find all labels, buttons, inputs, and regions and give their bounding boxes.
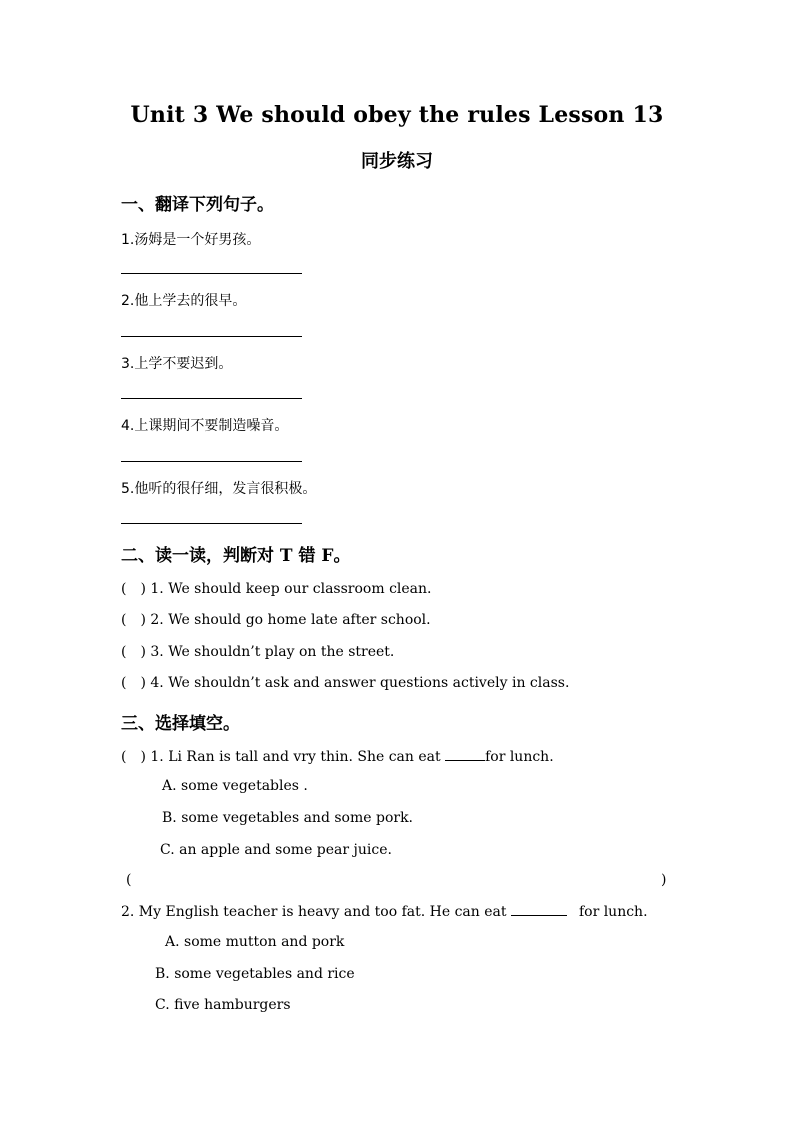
fill-blank — [445, 748, 485, 761]
question-text-before: 2. My English teacher is heavy and too fat. He can eat — [121, 904, 511, 920]
page-subtitle: 同步练习 — [361, 151, 433, 172]
tf-item-text: 3. We shouldn’t play on the street. — [150, 644, 395, 660]
answer-line-5 — [121, 523, 302, 524]
tf-item-4 — [121, 675, 569, 691]
q2-paren-open: ( — [126, 872, 132, 888]
answer-paren-close: ) — [140, 644, 146, 660]
answer-paren-close: ) — [140, 612, 146, 628]
choice-q2-stem — [121, 903, 648, 920]
answer-line-4 — [121, 461, 302, 462]
fill-blank — [511, 903, 567, 916]
answer-paren-close: ) — [140, 749, 146, 765]
answer-paren-close: ) — [140, 581, 146, 597]
translate-item-4: 4.上课期间不要制造噪音。 — [121, 418, 289, 434]
translate-item-2: 2.他上学去的很早。 — [121, 293, 247, 309]
translate-item-5: 5.他听的很仔细，发言很积极。 — [121, 481, 317, 497]
section1-heading: 一、翻译下列句子。 — [121, 195, 274, 215]
page-title: Unit 3 We should obey the rules Lesson 13 — [130, 102, 664, 128]
translate-item-3: 3.上学不要迟到。 — [121, 356, 233, 372]
q2-paren-close: ) — [661, 872, 667, 888]
q1-option-c: C. an apple and some pear juice. — [160, 842, 392, 858]
choice-q1-stem — [121, 748, 554, 765]
answer-paren-open: ( — [121, 644, 127, 660]
section2-heading: 二、读一读，判断对 T 错 F。 — [121, 546, 351, 566]
q1-option-a: A. some vegetables . — [162, 778, 308, 794]
tf-item-1 — [121, 581, 432, 597]
tf-item-text: 2. We should go home late after school. — [150, 612, 431, 628]
tf-item-text: 4. We shouldn’t ask and answer questions actively in class. — [150, 675, 570, 691]
tf-item-2 — [121, 612, 431, 628]
tf-item-text: 1. We should keep our classroom clean. — [150, 581, 432, 597]
question-text-before: 1. Li Ran is tall and vry thin. She can eat — [150, 749, 446, 765]
q2-option-c: C. five hamburgers — [155, 997, 291, 1013]
q2-option-b: B. some vegetables and rice — [155, 966, 355, 982]
question-text-after: for lunch. — [485, 749, 554, 765]
section3-heading: 三、选择填空。 — [121, 714, 240, 734]
answer-line-1 — [121, 273, 302, 274]
answer-line-2 — [121, 336, 302, 337]
q2-option-a: A. some mutton and pork — [165, 934, 345, 950]
answer-paren-close: ) — [140, 675, 146, 691]
answer-paren-open: ( — [121, 749, 127, 765]
answer-line-3 — [121, 398, 302, 399]
tf-item-3 — [121, 644, 394, 660]
answer-paren-open: ( — [121, 581, 127, 597]
question-text-after: for lunch. — [578, 904, 648, 920]
answer-paren-open: ( — [121, 675, 127, 691]
q1-option-b: B. some vegetables and some pork. — [162, 810, 414, 826]
answer-paren-open: ( — [121, 612, 127, 628]
translate-item-1: 1.汤姆是一个好男孩。 — [121, 232, 261, 248]
